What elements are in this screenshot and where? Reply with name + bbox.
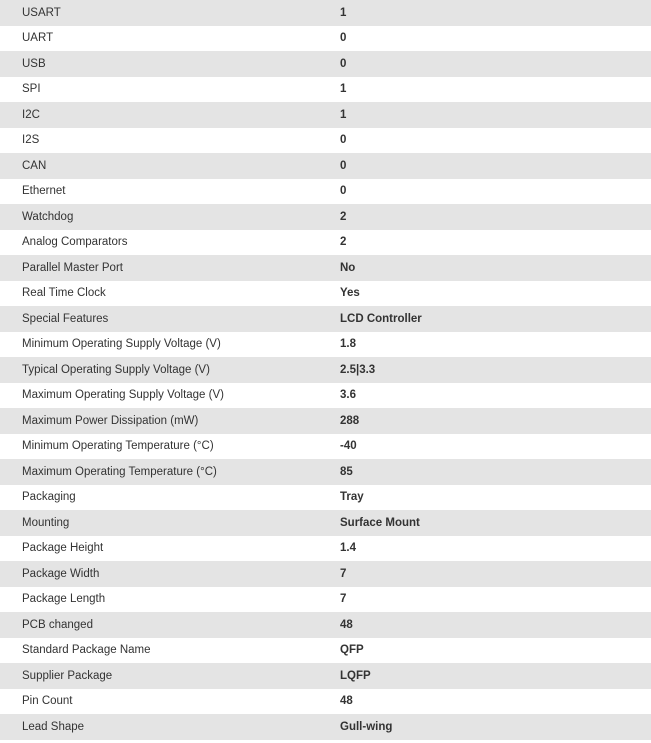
spec-value: 1 <box>340 108 347 121</box>
spec-label: Maximum Operating Supply Voltage (V) <box>22 389 224 402</box>
spec-value: 85 <box>340 465 353 478</box>
spec-row-ethernet <box>0 179 651 205</box>
spec-row-can <box>0 153 651 179</box>
spec-row-packaging <box>0 485 651 511</box>
spec-row-min-supply-voltage <box>0 332 651 358</box>
spec-label: Package Width <box>22 567 100 580</box>
spec-row-package-length <box>0 587 651 613</box>
spec-row-pcb-changed <box>0 612 651 638</box>
spec-label: Maximum Power Dissipation (mW) <box>22 414 199 427</box>
spec-label: Maximum Operating Temperature (°C) <box>22 465 217 478</box>
spec-row-i2s <box>0 128 651 154</box>
spec-label: Standard Package Name <box>22 644 151 657</box>
spec-value: 0 <box>340 134 347 147</box>
spec-label: Mounting <box>22 516 70 529</box>
spec-label: I2C <box>22 108 40 121</box>
spec-value: 0 <box>340 57 347 70</box>
spec-row-typical-supply-voltage <box>0 357 651 383</box>
spec-label: I2S <box>22 134 40 147</box>
spec-row-special-features <box>0 306 651 332</box>
spec-label: Pin Count <box>22 695 73 708</box>
spec-label: Lead Shape <box>22 720 85 733</box>
spec-row-real-time-clock <box>0 281 651 307</box>
spec-label: SPI <box>22 83 41 96</box>
spec-row-max-power-dissipation <box>0 408 651 434</box>
spec-row-uart <box>0 26 651 52</box>
spec-value: 2.5|3.3 <box>340 363 376 376</box>
spec-row-usb <box>0 51 651 77</box>
spec-value: 2 <box>340 236 347 249</box>
spec-value: LCD Controller <box>340 312 422 325</box>
spec-row-supplier-package <box>0 663 651 689</box>
spec-row-parallel-master-port <box>0 255 651 281</box>
spec-value: 0 <box>340 185 347 198</box>
spec-value: No <box>340 261 356 274</box>
spec-value: 1 <box>340 6 347 19</box>
spec-row-watchdog <box>0 204 651 230</box>
spec-label: PCB changed <box>22 618 93 631</box>
spec-value: Surface Mount <box>340 516 420 529</box>
spec-value: 48 <box>340 695 353 708</box>
spec-row-max-supply-voltage <box>0 383 651 409</box>
spec-value: -40 <box>340 440 357 453</box>
spec-value: 288 <box>340 414 360 427</box>
spec-value: Gull-wing <box>340 720 393 733</box>
spec-row-usart <box>0 0 651 26</box>
spec-label: USART <box>22 6 61 19</box>
spec-label: Package Length <box>22 593 106 606</box>
spec-label: Parallel Master Port <box>22 261 123 274</box>
spec-value: 0 <box>340 159 347 172</box>
spec-row-spi <box>0 77 651 103</box>
spec-value: 7 <box>340 567 347 580</box>
spec-value: 0 <box>340 32 347 45</box>
spec-label: Special Features <box>22 312 109 325</box>
spec-row-lead-shape <box>0 714 651 740</box>
spec-row-i2c <box>0 102 651 128</box>
spec-value: 1 <box>340 83 347 96</box>
spec-row-pin-count <box>0 689 651 715</box>
spec-value: QFP <box>340 644 364 657</box>
spec-label: Ethernet <box>22 185 66 198</box>
spec-label: Package Height <box>22 542 104 555</box>
spec-value: 1.8 <box>340 338 356 351</box>
spec-label: Minimum Operating Temperature (°C) <box>22 440 214 453</box>
spec-label: UART <box>22 32 54 45</box>
spec-label: Supplier Package <box>22 669 113 682</box>
spec-value: 2 <box>340 210 347 223</box>
spec-row-max-operating-temperature <box>0 459 651 485</box>
spec-value: 3.6 <box>340 389 356 402</box>
spec-value: 1.4 <box>340 542 356 555</box>
spec-row-analog-comparators <box>0 230 651 256</box>
spec-label: Real Time Clock <box>22 287 106 300</box>
spec-label: Watchdog <box>22 210 74 223</box>
spec-label: Packaging <box>22 491 76 504</box>
spec-value: Tray <box>340 491 364 504</box>
spec-label: Analog Comparators <box>22 236 128 249</box>
spec-row-min-operating-temperature <box>0 434 651 460</box>
spec-value: Yes <box>340 287 360 300</box>
spec-label: CAN <box>22 159 47 172</box>
spec-label: USB <box>22 57 46 70</box>
spec-row-package-height <box>0 536 651 562</box>
spec-row-package-width <box>0 561 651 587</box>
spec-value: 48 <box>340 618 353 631</box>
spec-value: LQFP <box>340 669 371 682</box>
spec-row-standard-package-name <box>0 638 651 664</box>
spec-row-mounting <box>0 510 651 536</box>
spec-value: 7 <box>340 593 347 606</box>
spec-label: Minimum Operating Supply Voltage (V) <box>22 338 221 351</box>
spec-label: Typical Operating Supply Voltage (V) <box>22 363 210 376</box>
